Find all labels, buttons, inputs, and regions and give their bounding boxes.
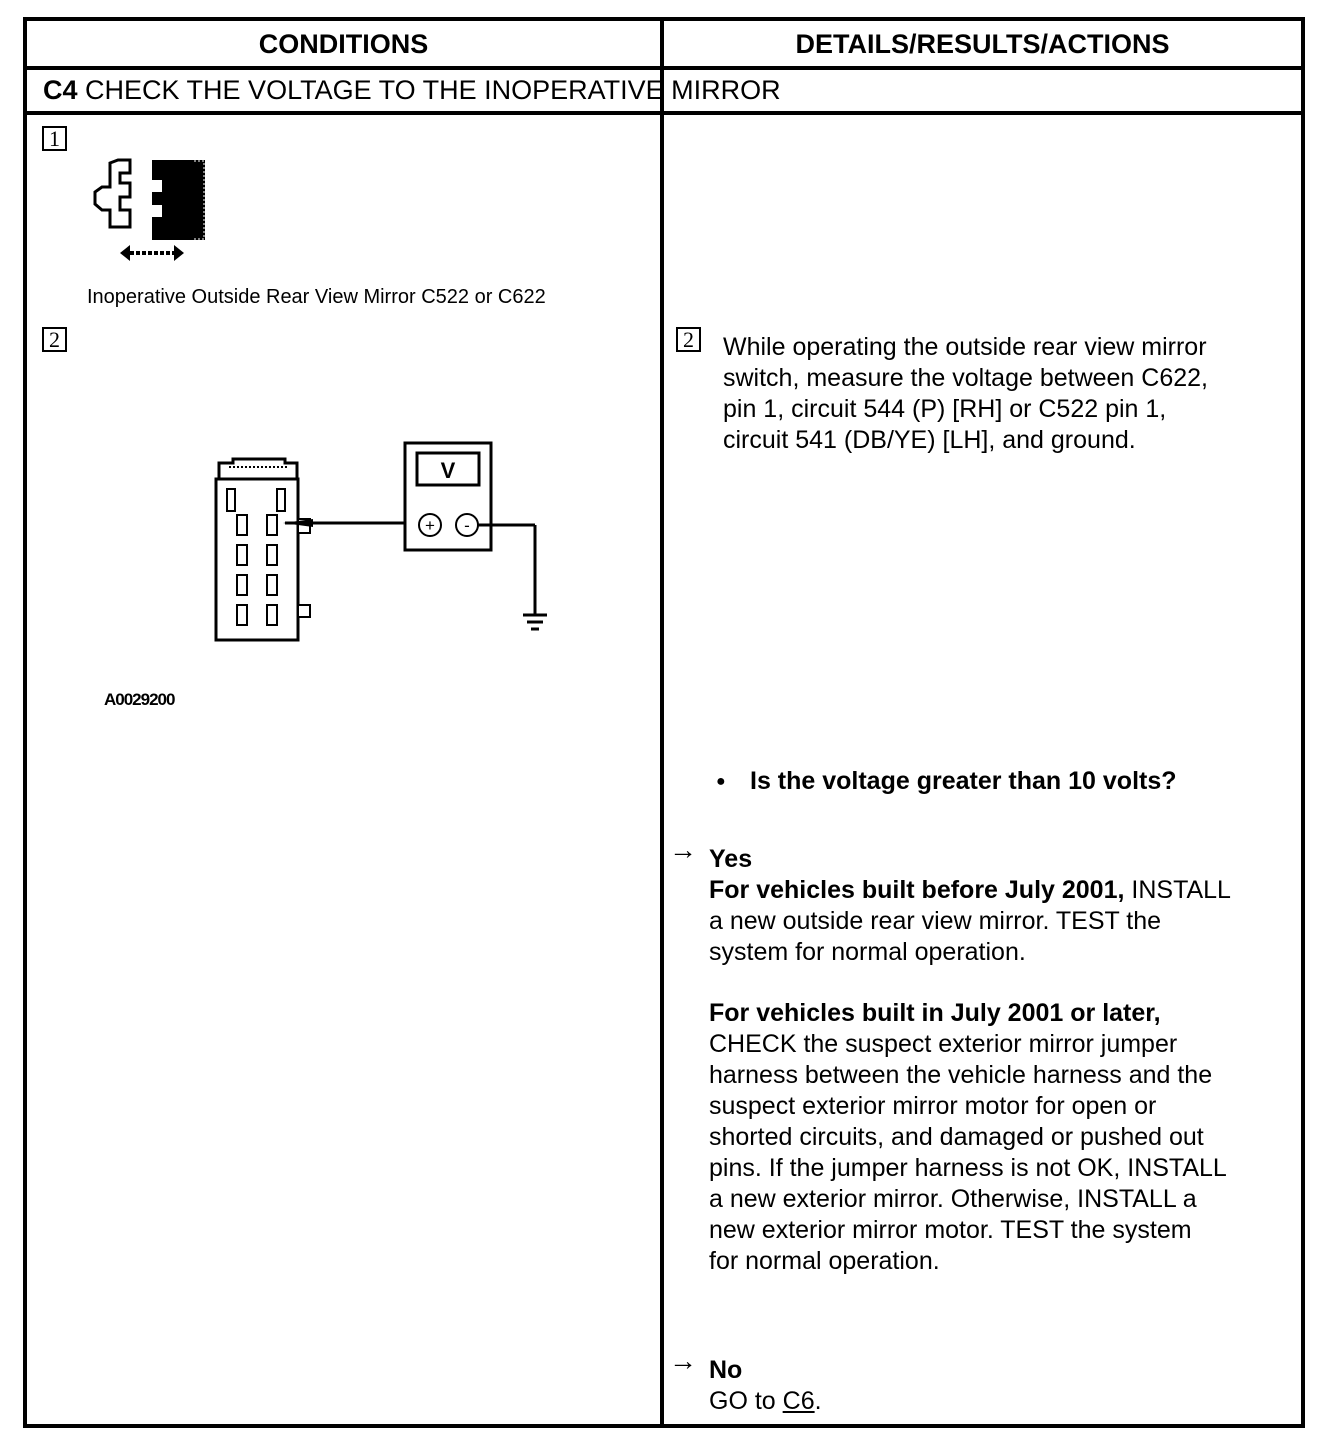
figure-code: A0029200 (104, 690, 175, 709)
condition-step-1-number: 1 (42, 126, 67, 151)
header-divider (27, 66, 1301, 70)
disconnect-connector-icon (90, 155, 215, 270)
ground-symbol (523, 615, 547, 629)
step-id: C4 (43, 75, 78, 105)
step-title-text: CHECK THE VOLTAGE TO THE INOPERATIVE MIRROR (85, 75, 781, 105)
condition-step-2-number: 2 (42, 327, 67, 352)
conditions-header: CONDITIONS (258, 29, 429, 59)
no-action: GO to C6. (709, 1387, 822, 1415)
question-text: Is the voltage greater than 10 volts? (750, 767, 1177, 795)
no-arrow-icon: → (669, 1345, 697, 1376)
svg-text:-: - (464, 516, 470, 535)
yes-part1: For vehicles built before July 2001, INSTALL a new outside rear view mirror. TEST the system for normal operation. (709, 876, 1231, 966)
yes-arrow-icon: → (669, 834, 697, 865)
detail-step-2-number: 2 (676, 327, 701, 352)
bullet-icon: ● (716, 773, 726, 790)
step-title (43, 75, 781, 106)
go-to-c6-link[interactable]: C6 (782, 1387, 815, 1415)
yes-part2: For vehicles built in July 2001 or later, CHECK the suspect exterior mirror jumper harness between the vehicle harness and the suspect exterior mirror motor for open or shorted circuits, and damaged or pushed out pins. If the jumper harness is not OK, INSTALL a new exterior mirror. Otherwise, INSTALL a new exterior mirror motor. TEST the system for normal operation. (709, 999, 1227, 1275)
connector-caption: Inoperative Outside Rear View Mirror C522 or C622 (87, 286, 546, 308)
step-title-divider (27, 111, 1301, 115)
column-divider (660, 21, 664, 1424)
detail-step-2-text: While operating the outside rear view mirror switch, measure the voltage between C622, pin 1, circuit 544 (P) [RH] or C522 pin 1, circuit 541 (DB/YE) [LH], and ground. (723, 333, 1208, 454)
voltmeter-measurement-diagram (205, 435, 565, 650)
svg-text:+: + (425, 516, 435, 535)
yes-label: Yes (709, 845, 753, 873)
no-label: No (709, 1356, 743, 1384)
voltmeter-label: V (440, 458, 456, 483)
details-header: DETAILS/RESULTS/ACTIONS (795, 29, 1170, 59)
